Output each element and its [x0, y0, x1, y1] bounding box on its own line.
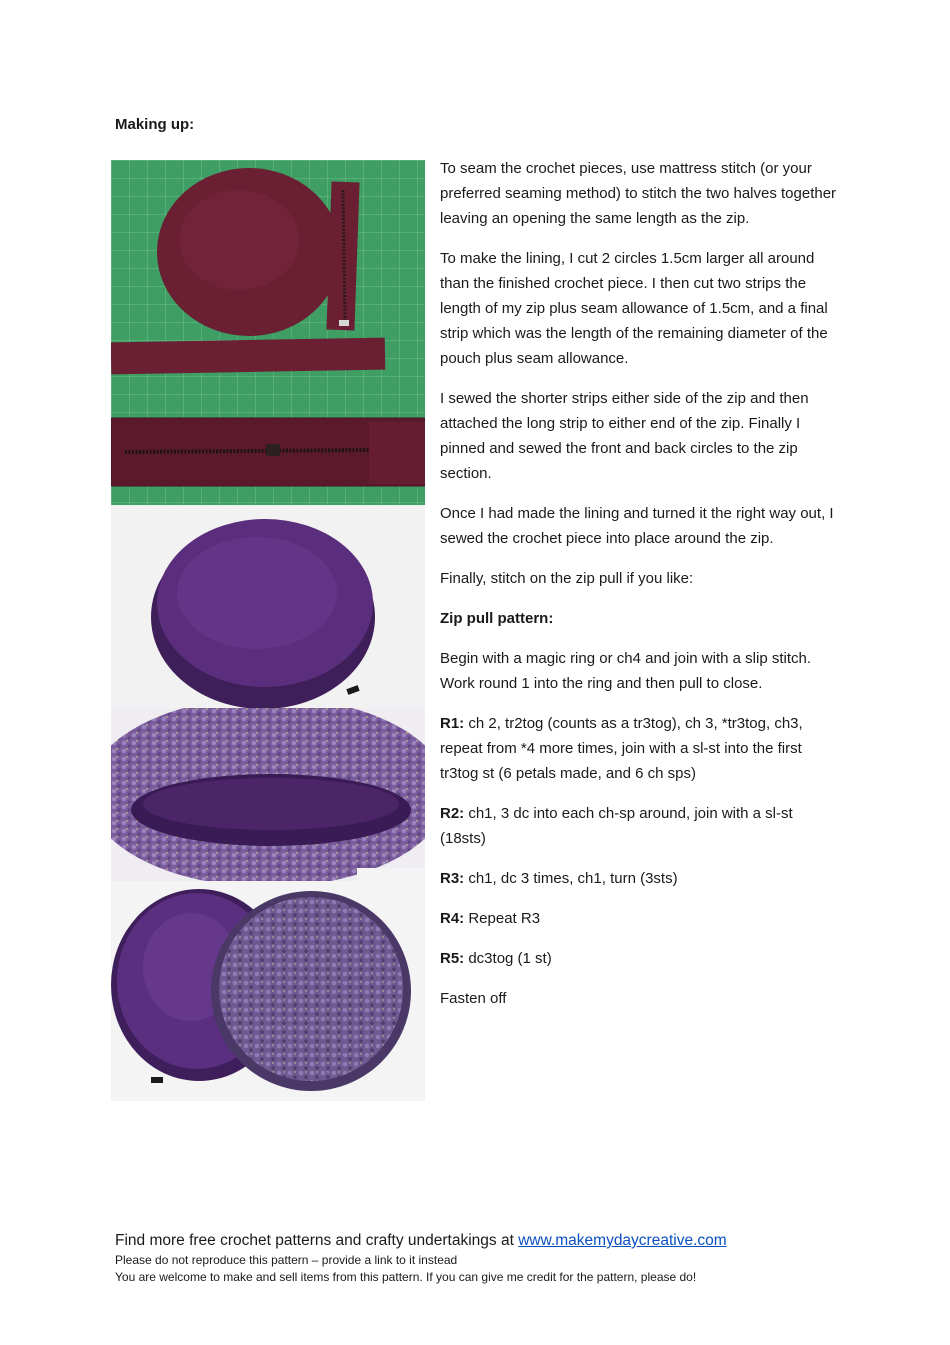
website-link[interactable]: www.makemydaycreative.com [518, 1232, 727, 1249]
row-5-instruction: R5: dc3tog (1 st) [440, 950, 552, 967]
crochet-piece-photo [111, 708, 425, 881]
crochet-piece-image [111, 708, 425, 881]
lining-and-crochet-image [111, 881, 425, 1101]
row-2-instruction: R2: ch1, 3 dc into each ch-sp around, join with a sl-st (18sts) [440, 805, 793, 847]
row-4-label: R4: [440, 910, 465, 927]
attach-crochet-paragraph: Once I had made the lining and turned it the right way out, I sewed the crochet piece into place around the zip. [440, 505, 834, 547]
lining-pouch-photo [111, 505, 425, 708]
row-1-label: R1: [440, 715, 465, 732]
lining-pouch-image [111, 505, 425, 708]
row-2-label: R2: [440, 805, 465, 822]
lining-and-crochet-photo [111, 881, 425, 1101]
footer-selling-note: You are welcome to make and sell items from this pattern. If you can give me credit for the pattern, please do! [115, 1270, 697, 1284]
row-5-label: R5: [440, 950, 465, 967]
footer-promo-line: Find more free crochet patterns and crafty undertakings at www.makemydaycreative.com [115, 1232, 727, 1249]
zip-pull-start-paragraph: Begin with a magic ring or ch4 and join with a slip stitch. Work round 1 into the ring and then pull to close. [440, 650, 812, 692]
row-1-instruction: R1: ch 2, tr2tog (counts as a tr3tog), ch 3, *tr3tog, ch3, repeat from *4 more times, join with a sl-st into the first tr3tog st (6 petals made, and 6 ch sps) [440, 715, 803, 782]
lining-cutting-paragraph: To make the lining, I cut 2 circles 1.5cm larger all around than the finished crochet piece. I then cut two strips the length of my zip plus seam allowance of 1.5cm, and a final strip which was the length of the remaining diameter of the pouch plus seam allowance. [440, 250, 828, 367]
fabric-pieces-and-zip-photo [111, 160, 425, 505]
fabric-pieces-and-zip-image [111, 160, 425, 505]
footer-reproduction-note: Please do not reproduce this pattern – provide a link to it instead [115, 1253, 458, 1267]
seaming-paragraph: To seam the crochet pieces, use mattress stitch (or your preferred seaming method) to stitch the two halves together leaving an opening the same length as the zip. [440, 160, 837, 227]
lining-sewing-paragraph: I sewed the shorter strips either side of the zip and then attached the long strip to either end of the zip. Finally I pinned and sewed the front and back circles to the zip section. [440, 390, 809, 482]
fasten-off-instruction: Fasten off [440, 990, 507, 1007]
row-3-label: R3: [440, 870, 465, 887]
row-4-instruction: R4: Repeat R3 [440, 910, 541, 927]
row-3-instruction: R3: ch1, dc 3 times, ch1, turn (3sts) [440, 870, 678, 887]
page-footer [115, 1230, 815, 1286]
instructions-column [440, 156, 840, 1026]
zip-pull-intro-paragraph: Finally, stitch on the zip pull if you like: [440, 570, 694, 587]
section-heading: Making up: [115, 116, 195, 133]
zip-pull-heading: Zip pull pattern: [440, 610, 554, 627]
